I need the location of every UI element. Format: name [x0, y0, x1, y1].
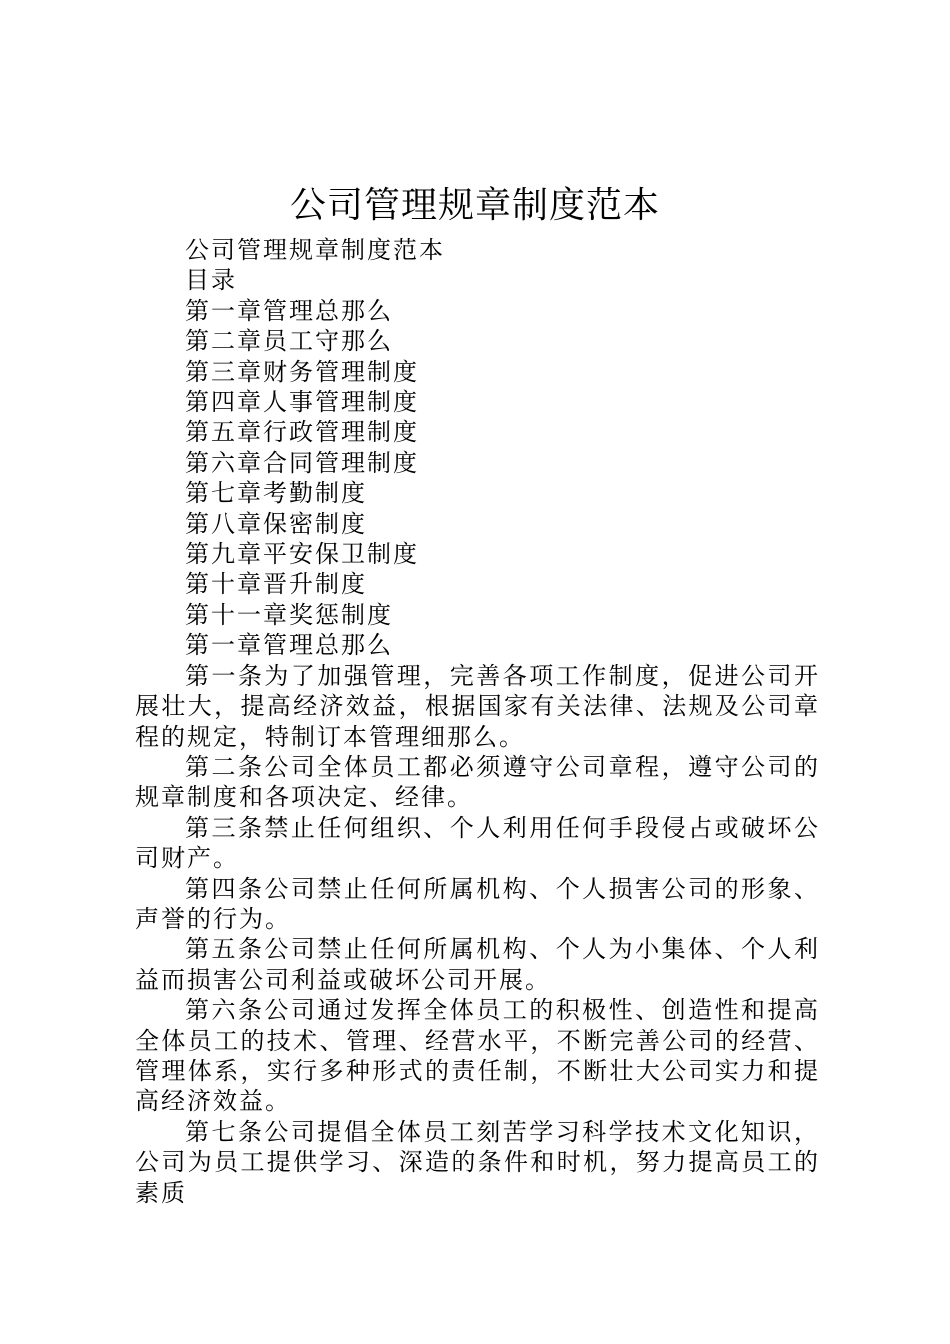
document-body [135, 235, 820, 1208]
toc-item: 第三章财务管理制度 [185, 357, 419, 386]
toc-heading: 目录 [185, 266, 237, 295]
toc-item: 第一章管理总那么 [185, 296, 393, 325]
toc-item: 第二章员工守那么 [185, 327, 393, 356]
article-paragraph: 第三条禁止任何组织、个人利用任何手段侵占或破坏公司财产。 [135, 813, 820, 873]
article-paragraph: 第六条公司通过发挥全体员工的积极性、创造性和提高全体员工的技术、管理、经营水平，不断完善公司的经营、管理体系，实行多种形式的责任制，不断壮大公司实力和提高经济效益。 [135, 996, 820, 1116]
article-paragraph: 第七条公司提倡全体员工刻苦学习科学技术文化知识，公司为员工提供学习、深造的条件和时机，努力提高员工的素质 [135, 1117, 820, 1207]
document-title: 公司管理规章制度范本 [289, 185, 660, 226]
toc-item: 第八章保密制度 [185, 509, 367, 538]
toc-item: 第四章人事管理制度 [185, 388, 419, 417]
article-paragraph: 第二条公司全体员工都必须遵守公司章程，遵守公司的规章制度和各项决定、经律。 [135, 752, 820, 812]
toc-item: 第七章考勤制度 [185, 479, 367, 508]
article-paragraph: 第五条公司禁止任何所属机构、个人为小集体、个人利益而损害公司利益或破坏公司开展。 [135, 935, 820, 994]
toc-item: 第十章晋升制度 [185, 570, 367, 599]
document-subtitle: 公司管理规章制度范本 [185, 236, 445, 264]
toc-item: 第五章行政管理制度 [185, 418, 419, 447]
article-paragraph: 第四条公司禁止任何所属机构、个人损害公司的形象、声誉的行为。 [135, 874, 820, 933]
toc-item: 第六章合同管理制度 [185, 448, 419, 477]
chapter-heading: 第一章管理总那么 [185, 631, 393, 660]
article-paragraph: 第一条为了加强管理，完善各项工作制度，促进公司开展壮大，提高经济效益，根据国家有关法律、法规及公司章程的规定，特制订本管理细那么。 [135, 661, 820, 751]
toc-item: 第九章平安保卫制度 [185, 540, 419, 569]
toc-item: 第十一章奖惩制度 [185, 600, 393, 629]
